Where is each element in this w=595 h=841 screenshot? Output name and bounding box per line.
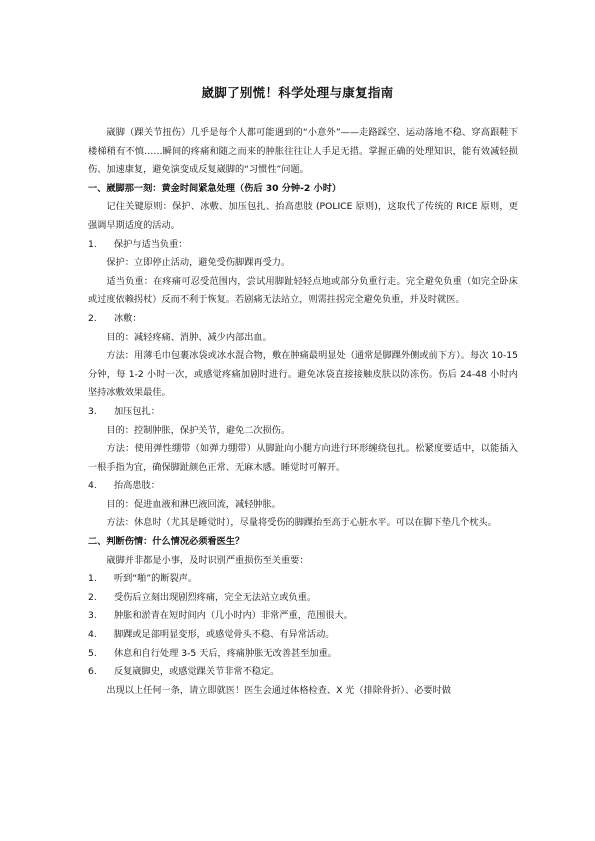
- section-2-heading: 二、判断伤情：什么情况必须看医生？: [88, 536, 245, 548]
- list-item-text: 反复崴脚史，或感觉踝关节非常不稳定。: [114, 666, 280, 678]
- section-1-lead: 记住关键原则：保护、冰敷、加压包扎、抬高患肢 (POLICE 原则)，这取代了传统的 RICE 原则，更强调早期适度的活动。: [88, 201, 518, 231]
- list-item-detail: 目的：减轻疼痛、消肿、减少内部出血。: [106, 331, 272, 343]
- section-2-closing: 出现以上任何一条，请立即就医！医生会通过体格检查、X 光（排除骨折）、必要时做: [106, 684, 451, 696]
- section-2-lead: 崴脚并非都是小事，及时识别严重损伤至关重要：: [106, 554, 309, 566]
- list-number: 4.: [88, 629, 97, 641]
- section-1-heading: 一、崴脚那一刻：黄金时间紧急处理（伤后 30 分钟-2 小时）: [88, 182, 342, 194]
- document-title: 崴脚了别慌！科学处理与康复指南: [201, 85, 394, 100]
- list-number: 2.: [88, 312, 97, 324]
- list-number: 6.: [88, 666, 97, 678]
- list-item-detail: 保护：立即停止活动，避免受伤脚踝再受力。: [106, 257, 291, 269]
- document-body: [88, 124, 518, 700]
- list-item-title: 抬高患肢：: [114, 480, 160, 492]
- list-item-text: 肿胀和淤青在短时间内（几小时内）非常严重，范围很大。: [114, 610, 353, 622]
- list-item-detail: 方法：休息时（尤其是睡觉时），尽量将受伤的脚踝抬至高于心脏水平。可以在脚下垫几个枕头。: [106, 517, 497, 529]
- list-item: [88, 477, 518, 496]
- list-item-text: 休息和自行处理 3-5 天后，疼痛肿胀无改善甚至加重。: [114, 647, 337, 659]
- list-number: 5.: [88, 647, 97, 659]
- list-number: 4.: [88, 480, 97, 492]
- list-item: [88, 607, 518, 626]
- list-item-text: 听到“啪”的断裂声。: [114, 573, 198, 585]
- list-item: [88, 589, 518, 608]
- list-item: [88, 570, 518, 589]
- list-item: [88, 663, 518, 682]
- list-number: 3.: [88, 405, 97, 417]
- list-item-detail: 目的：控制肿胀，保护关节，避免二次损伤。: [106, 424, 291, 436]
- list-number: 1.: [88, 573, 97, 585]
- list-item: [88, 626, 518, 645]
- list-item-detail: 目的：促进血液和淋巴液回流，减轻肿胀。: [106, 498, 281, 510]
- list-item: [88, 236, 518, 255]
- list-item-detail: 适当负重：在疼痛可忍受范围内，尝试用脚趾轻轻点地或部分负重行走。完全避免负重（如完全卧床或过度依赖拐杖）反而不利于恢复。若剧痛无法站立，则需拄拐完全避免负重，并及时就医。: [88, 275, 518, 306]
- list-item-title: 加压包扎：: [114, 405, 160, 417]
- list-item: [88, 310, 518, 329]
- list-item-title: 冰敷：: [114, 312, 142, 324]
- list-item: [88, 645, 518, 664]
- list-item-text: 受伤后立刻出现剧烈疼痛，完全无法站立或负重。: [114, 591, 317, 603]
- list-item-title: 保护与适当负重：: [114, 238, 188, 250]
- list-number: 2.: [88, 591, 97, 603]
- list-number: 3.: [88, 610, 97, 622]
- list-item-detail: 方法：用薄毛巾包裹冰袋或冰水混合物，敷在肿痛最明显处（通常是脚踝外侧或前下方）。每次 10-15 分钟，每 1-2 小时一次，或感觉疼痛加剧时进行。避免冰袋直接接触皮肤以防冻伤。伤后 24-48 小时内坚持冰敷效果最佳。: [88, 350, 518, 399]
- list-item-text: 脚踝或足部明显变形，或感觉骨头不稳、有异常活动。: [114, 629, 335, 641]
- list-number: 1.: [88, 238, 97, 250]
- intro-paragraph: 崴脚（踝关节扭伤）几乎是每个人都可能遇到的“小意外”——走路踩空、运动落地不稳、穿高跟鞋下楼梯稍有不慎……瞬间的疼痛和随之而来的肿胀往往让人手足无措。掌握正确的处理知识，能有效减轻损伤、加速康复，避免演变成反复崴脚的“习惯性”问题。: [88, 127, 518, 176]
- list-item: [88, 403, 518, 422]
- list-item-detail: 方法：使用弹性绷带（如弹力绷带）从脚趾向小腿方向进行环形缠绕包扎。松紧度要适中，以能插入一根手指为宜，确保脚趾颜色正常、无麻木感。睡觉时可解开。: [88, 443, 518, 473]
